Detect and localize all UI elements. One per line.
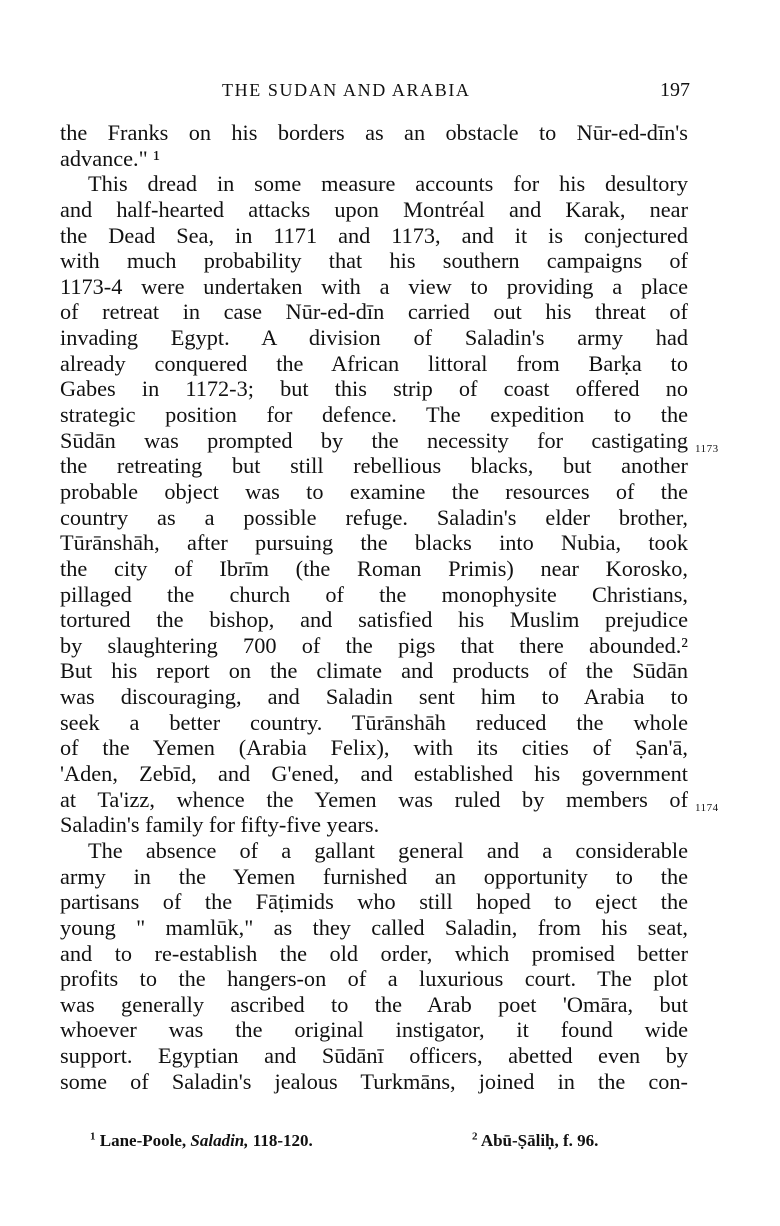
text-line: the Dead Sea, in 1171 and 1173, and it is conjectured (60, 222, 688, 248)
text-line: 1173-4 were undertaken with a view to providing a place (60, 273, 688, 299)
margin-date: 1173 (695, 443, 719, 455)
text-line: Saladin's family for fifty-five years. (60, 812, 380, 838)
text-line: and to re-establish the old order, which promised better (60, 940, 688, 966)
footnote-title: Saladin, (190, 1131, 249, 1150)
text-line: was generally ascribed to the Arab poet 'Omāra, but (60, 991, 688, 1017)
footnote-author: Lane-Poole, (99, 1131, 187, 1150)
text-line: 'Aden, Zebīd, and G'ened, and established his government (60, 761, 688, 787)
page-number: 197 (660, 79, 690, 101)
text-line: profits to the hangers-on of a luxurious court. The plot (60, 966, 688, 992)
footnote-1 (90, 1131, 313, 1151)
text-line: support. Egyptian and Sūdānī officers, abetted even by (60, 1043, 688, 1069)
text-line: partisans of the Fāṭimids who still hoped to eject the (60, 889, 688, 915)
text-line: The absence of a gallant general and a considerable (88, 837, 688, 863)
text-line: young " mamlūk," as they called Saladin, from his seat, (60, 914, 688, 940)
text-line: army in the Yemen furnished an opportunity to the (60, 863, 688, 889)
text-line: by slaughtering 700 of the pigs that there abounded.² (60, 632, 688, 658)
text-line: pillaged the church of the monophysite Christians, (60, 581, 688, 607)
text-line: some of Saladin's jealous Turkmāns, joined in the con- (60, 1068, 688, 1094)
footnote-marker: 1 (90, 1130, 96, 1143)
text-line: Tūrānshāh, after pursuing the blacks into Nubia, took (60, 530, 688, 556)
margin-date: 1174 (695, 802, 719, 814)
text-line: Gabes in 1172-3; but this strip of coast offered no (60, 376, 688, 402)
text-line: the retreating but still rebellious blacks, but another (60, 453, 688, 479)
text-line: and half-hearted attacks upon Montréal and Karak, near (60, 196, 688, 222)
text-line: probable object was to examine the resources of the (60, 478, 688, 504)
text-line: the Franks on his borders as an obstacle to Nūr-ed-dīn's (60, 120, 688, 145)
text-line: tortured the bishop, and satisfied his Muslim prejudice (60, 607, 688, 633)
text-line: This dread in some measure accounts for his desultory (88, 171, 688, 197)
text-line: Sūdān was prompted by the necessity for castigating (60, 427, 688, 453)
text-line: at Ta'izz, whence the Yemen was ruled by members of (60, 786, 688, 812)
text-line: But his report on the climate and products of the Sūdān (60, 658, 688, 684)
body-text (60, 120, 688, 1094)
text-line: of retreat in case Nūr-ed-dīn carried out his threat of (60, 299, 688, 325)
footnote-marker: 2 (472, 1130, 478, 1143)
footnote-text: Abū-Ṣāliḥ, f. 96. (480, 1131, 599, 1150)
text-line: was discouraging, and Saladin sent him to Arabia to (60, 684, 688, 710)
text-line: country as a possible refuge. Saladin's elder brother, (60, 504, 688, 530)
text-line: the city of Ibrīm (the Roman Primis) near Korosko, (60, 555, 688, 581)
text-line: of the Yemen (Arabia Felix), with its cities of Ṣan'ā, (60, 735, 688, 761)
footnote-2 (472, 1131, 598, 1151)
text-line: with much probability that his southern campaigns of (60, 248, 688, 274)
text-line: advance." ¹ (60, 145, 160, 171)
text-line: whoever was the original instigator, it found wide (60, 1017, 688, 1043)
footnote-pages: 118-120. (252, 1131, 313, 1150)
running-title: THE SUDAN AND ARABIA (222, 80, 471, 100)
text-line: invading Egypt. A division of Saladin's army had (60, 325, 688, 351)
text-line: seek a better country. Tūrānshāh reduced the whole (60, 709, 688, 735)
text-line: already conquered the African littoral from Barḳa to (60, 350, 688, 376)
text-line: strategic position for defence. The expedition to the (60, 402, 688, 428)
